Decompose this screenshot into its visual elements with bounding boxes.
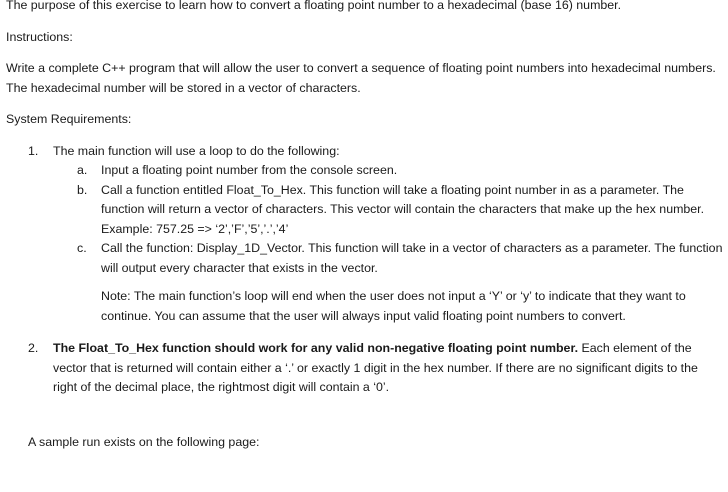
sub-requirements-list <box>53 161 724 278</box>
sub-item-c <box>53 239 724 278</box>
requirement-item-1 <box>6 142 724 327</box>
requirement-number: 2. <box>28 341 39 355</box>
sub-letter: a. <box>77 163 88 177</box>
sub-item-text: Call a function entitled Float_To_Hex. This function will take a floating point number in as a parameter. The function will return a vector of characters. This vector will contain the characters that make up the hex number. <box>101 182 705 216</box>
sub-letter: c. <box>77 241 87 255</box>
sub-letter: b. <box>77 182 88 197</box>
sub-item-b <box>53 181 724 240</box>
document-page <box>6 0 724 452</box>
sample-run-line: A sample run exists on the following page: <box>28 434 260 449</box>
requirement-number: 1. <box>28 143 39 158</box>
requirements-list <box>6 142 724 398</box>
intro-paragraph: The purpose of this exercise to learn how to convert a floating point number to a hexadecimal (base 16) number. <box>6 0 622 12</box>
note-paragraph: Note: The main function’s loop will end when the user does not input a ‘Y’ or ‘y’ to indicate that they want to continue. You can assume that the user will always input valid floating point numbers to convert. <box>101 289 686 323</box>
example-line: Example: 757.25 => ‘2’,’F’,’5’,’.’,’4’ <box>101 221 289 236</box>
instructions-heading: Instructions: <box>6 29 73 44</box>
sub-item-a <box>53 161 724 181</box>
sub-item-text: Call the function: Display_1D_Vector. This function will take in a vector of characters as a parameter. The function will output every character that exists in the vector. <box>101 241 723 275</box>
system-requirements-heading: System Requirements: <box>6 112 132 126</box>
requirement-text: The main function will use a loop to do the following: <box>53 143 340 158</box>
requirement-item-2 <box>6 339 724 398</box>
instructions-body: Write a complete C++ program that will allow the user to convert a sequence of floating point numbers into hexadecimal numbers. The hexadecimal number will be stored in a vector of characters. <box>6 61 716 95</box>
sub-item-text: Input a floating point number from the console screen. <box>101 163 398 177</box>
requirement-bold-text: The Float_To_Hex function should work for any valid non-negative floating point number. <box>53 341 579 355</box>
requirement-detail-text: Each element of the vector that is returned will contain either a ‘.’ or exactly 1 digit in the hex number. If there are no significant digits to the right of the decimal place, the rightmost digit will contain a ‘0’. <box>53 341 698 394</box>
requirement-text <box>53 339 724 398</box>
